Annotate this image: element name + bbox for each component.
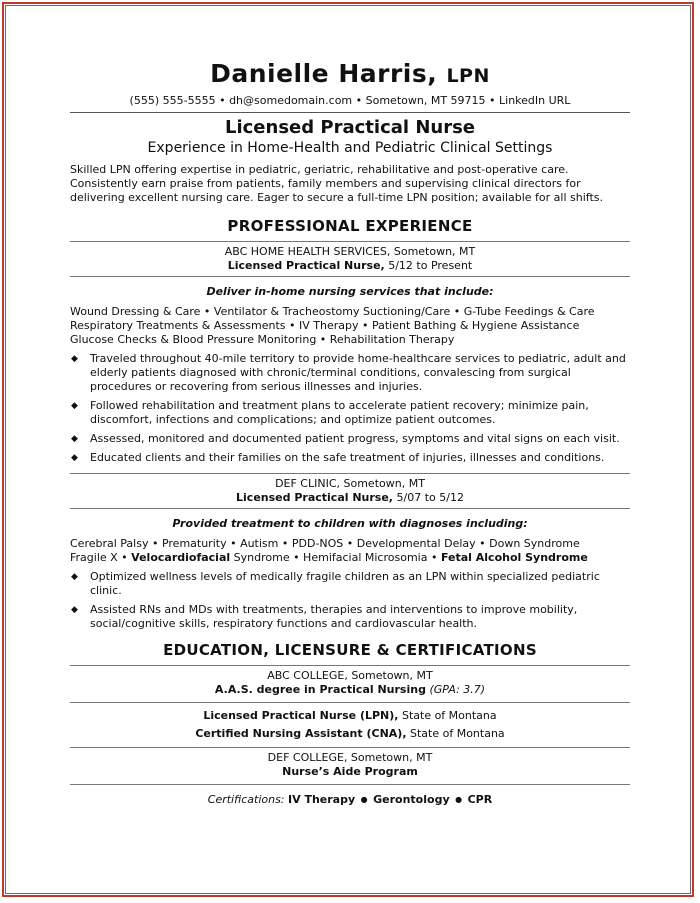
license-line: Licensed Practical Nurse (LPN), State of Montana xyxy=(203,709,497,722)
divider xyxy=(70,784,630,785)
resume-document xyxy=(70,58,630,807)
divider xyxy=(70,112,630,113)
skills-list xyxy=(70,537,630,565)
college-line: ABC COLLEGE, Sometown, MT xyxy=(267,669,433,682)
achievement-list xyxy=(70,352,630,465)
achievement-list xyxy=(70,570,630,631)
bullet-separator-icon: ● xyxy=(360,795,368,804)
list-item: ◆ Followed rehabilitation and treatment plans to accelerate patient recovery; minimize pain, discomfort, infections and complications; and optimize patient outcomes. xyxy=(71,399,589,426)
contact-line: (555) 555-5555 • dh@somedomain.com • Sometown, MT 59715 • LinkedIn URL xyxy=(129,94,571,107)
diamond-bullet-icon: ◆ xyxy=(71,434,78,444)
skills-line: Wound Dressing & Care • Ventilator & Tracheostomy Suctioning/Care • G-Tube Feedings & Care xyxy=(70,305,595,318)
list-item: ◆ Optimized wellness levels of medically fragile children as an LPN within specialized pediatric clinic. xyxy=(71,570,600,597)
certifications-line: Certifications: IV Therapy ● Gerontology ● CPR xyxy=(207,793,493,806)
college-line: DEF COLLEGE, Sometown, MT xyxy=(267,751,433,764)
degree-line: A.A.S. degree in Practical Nursing (GPA: 3.7) xyxy=(214,683,486,696)
cert-item: IV Therapy xyxy=(288,793,356,806)
skills-line: Glucose Checks & Blood Pressure Monitoring • Rehabilitation Therapy xyxy=(70,333,455,346)
program-line: Nurse’s Aide Program xyxy=(282,765,418,778)
candidate-name: Danielle Harris, LPN xyxy=(210,59,490,88)
diamond-bullet-icon: ◆ xyxy=(71,401,78,411)
employer-line: DEF CLINIC, Sometown, MT xyxy=(275,477,425,490)
job-role-line: Licensed Practical Nurse, 5/12 to Present xyxy=(227,259,473,272)
job-intro: Provided treatment to children with diagnoses including: xyxy=(172,517,528,530)
cert-item: CPR xyxy=(467,793,493,806)
divider xyxy=(70,473,630,474)
cert-item: Gerontology xyxy=(373,793,450,806)
skills-line: Fragile X • Velocardiofacial Syndrome • Hemifacial Microsomia • Fetal Alcohol Syndrome xyxy=(70,551,588,564)
resume-subtitle: Experience in Home-Health and Pediatric Clinical Settings xyxy=(147,140,553,156)
section-heading-education: EDUCATION, LICENSURE & CERTIFICATIONS xyxy=(163,641,537,659)
summary-paragraph: Skilled LPN offering expertise in pediatric, geriatric, rehabilitative and post-operative care. Consistently earn praise from patients, family members and supervising clinical directors for delivering excellent nursing care. Eager to secure a full-time LPN position; available for all shifts. xyxy=(70,163,604,204)
list-item: ◆ Assisted RNs and MDs with treatments, therapies and interventions to improve mobility, social/cognitive skills, respiratory functions and cardiovascular health. xyxy=(71,603,578,630)
candidate-credential: LPN xyxy=(446,65,490,87)
skills-line: Respiratory Treatments & Assessments • IV Therapy • Patient Bathing & Hygiene Assistance xyxy=(70,319,580,332)
diamond-bullet-icon: ◆ xyxy=(71,453,78,463)
divider xyxy=(70,241,630,242)
list-item: ◆ Traveled throughout 40-mile territory to provide home-healthcare services to pediatric, adult and elderly patients diagnosed with chronic/terminal conditions, convalescing from surgical procedures or recovering from serious illnesses and injuries. xyxy=(71,352,626,393)
diamond-bullet-icon: ◆ xyxy=(71,572,78,582)
resume-title: Licensed Practical Nurse xyxy=(225,117,475,138)
bullet-separator-icon: ● xyxy=(455,795,463,804)
divider xyxy=(70,276,630,277)
section-heading-experience: PROFESSIONAL EXPERIENCE xyxy=(227,217,473,235)
list-item: ◆ Educated clients and their families on the safe treatment of injuries, illnesses and conditions. xyxy=(71,451,605,464)
list-item: ◆ Assessed, monitored and documented patient progress, symptoms and vital signs on each visit. xyxy=(71,432,620,445)
job-intro: Deliver in-home nursing services that include: xyxy=(206,285,494,298)
divider xyxy=(70,747,630,748)
divider xyxy=(70,508,630,509)
license-line: Certified Nursing Assistant (CNA), State of Montana xyxy=(195,727,505,740)
divider xyxy=(70,665,630,666)
diamond-bullet-icon: ◆ xyxy=(71,605,78,615)
employer-line: ABC HOME HEALTH SERVICES, Sometown, MT xyxy=(224,245,476,258)
skills-line: Cerebral Palsy • Prematurity • Autism • PDD-NOS • Developmental Delay • Down Syndrome xyxy=(70,537,580,550)
job-role-line: Licensed Practical Nurse, 5/07 to 5/12 xyxy=(236,491,464,504)
diamond-bullet-icon: ◆ xyxy=(71,354,78,364)
divider xyxy=(70,702,630,703)
skills-list xyxy=(70,305,630,347)
